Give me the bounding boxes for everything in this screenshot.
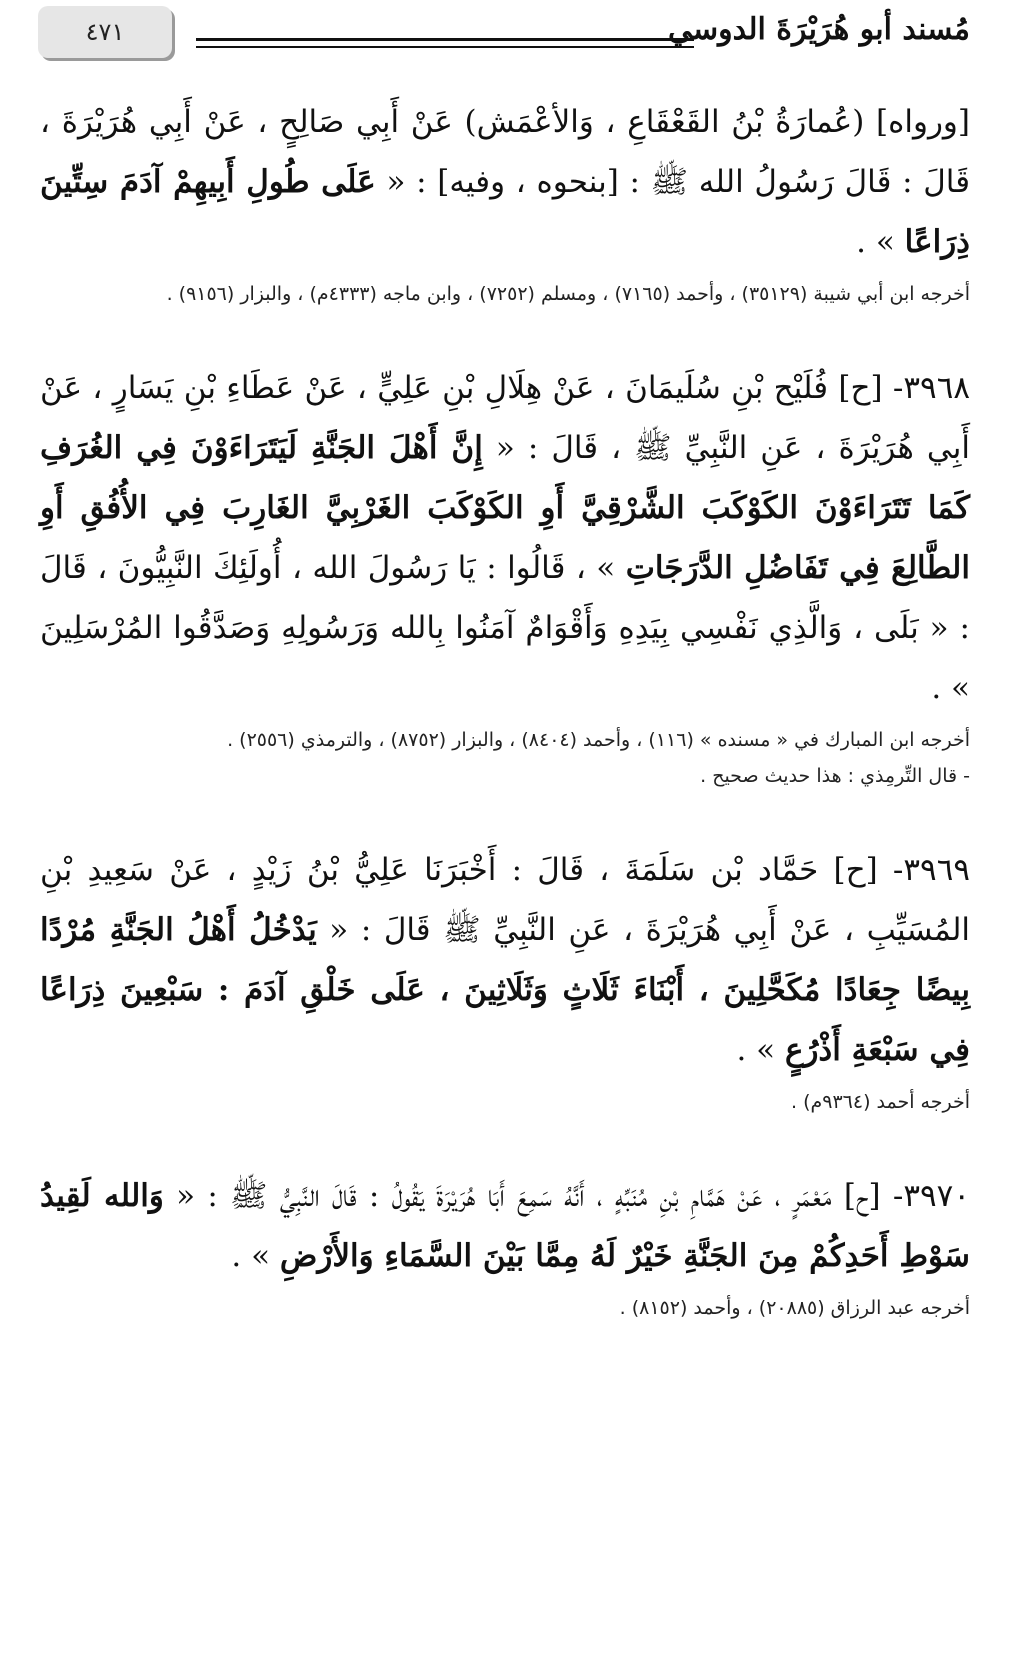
- page-number-badge: [38, 6, 172, 58]
- hadith-paragraph: [40, 92, 970, 272]
- hadith-isnad: ٣٩٧٠- [ح] مَعْمَرٍ ، عَنْ هَمَّامِ بْنِ مُنَبِّهٍ ، أَنَّهُ سَمِعَ أَبَا هُرَيْرَةَ يَقُولُ : قَالَ النَّبِيُّ ﷺ : «: [163, 1178, 970, 1214]
- hadith-tail: » .: [736, 1032, 785, 1068]
- page-content: [40, 92, 970, 1326]
- hadith-matn: يَدْخُلُ أَهْلُ الجَنَّةِ مُرْدًا بِيضًا جِعَادًا مُكَحَّلِينَ ، أَبْنَاءَ ثَلَاثٍ وَثَلَاثِينَ ، عَلَى خَلْقِ آدَمَ : سَبْعِينَ ذِرَاعًا فِي سَبْعَةِ أَذْرُعٍ: [40, 912, 970, 1068]
- hadith-tail: » .: [856, 224, 905, 260]
- hadith-paragraph: [40, 358, 970, 718]
- hadith-isnad: ٣٩٦٩- [ح] حَمَّاد بْن سَلَمَةَ ، قَالَ : أَخْبَرَنَا عَلِيُّ بْنُ زَيْدٍ ، عَنْ سَعِيدِ بْنِ المُسَيِّبِ ، عَنْ أَبِي هُرَيْرَةَ ، عَنِ النَّبِيِّ ﷺ قَالَ : «: [40, 852, 971, 948]
- grading-note: - قال التِّرمِذي : هذا حديث صحيح .: [700, 765, 970, 787]
- hadith-paragraph: [40, 1166, 970, 1286]
- hadith-matn: إِنَّ أَهْلَ الجَنَّةِ لَيَتَرَاءَوْنَ فِي الغُرَفِ كَمَا تَتَرَاءَوْنَ الكَوْكَبَ الشَّرْقِيَّ أَوِ الكَوْكَبَ الغَرْبِيَّ الغَارِبَ فِي الأُفُقِ أَوِ الطَّالِعَ فِي تَفَاضُلِ الدَّرَجَاتِ: [40, 430, 970, 586]
- takhrij-note: أخرجه أحمد (٩٣٦٤م) .: [790, 1091, 970, 1113]
- header-rule-thick: [196, 38, 694, 41]
- takhrij-note: أخرجه ابن المبارك في « مسنده » (١١٦) ، وأحمد (٨٤٠٤) ، والبزار (٨٧٥٢) ، والترمذي (٢٥٥٦) .: [227, 729, 970, 751]
- hadith-paragraph: [40, 840, 970, 1080]
- takhrij-note: أخرجه ابن أبي شيبة (٣٥١٢٩) ، وأحمد (٧١٦٥) ، ومسلم (٧٢٥٢) ، وابن ماجه (٤٣٣٣م) ، والبزار (٩١٥٦) .: [166, 283, 970, 305]
- header-rule-thin: [196, 46, 694, 48]
- hadith-matn: عَلَى طُولِ أَبِيهِمْ آدَمَ سِتِّينَ ذِرَاعًا: [40, 164, 970, 260]
- hadith-isnad: [ورواه] (عُمارَةُ بْنُ القَعْقَاعِ ، وَالأعْمَش) عَنْ أَبِي صَالِحٍ ، عَنْ أَبِي هُرَيْرَةَ ، قَالَ : قَالَ رَسُولُ الله ﷺ : [بنحوه ، وفيه] : «: [40, 104, 971, 200]
- running-title: مُسند أبو هُرَيْرَةَ الدوسي: [668, 12, 970, 47]
- hadith-tail: » ، قَالُوا : يَا رَسُولَ الله ، أُولَئِكَ النَّبِيُّونَ ، قَالَ : « بَلَى ، وَالَّذِي نَفْسِي بِيَدِهِ وَأَقْوَامٌ آمَنُوا بِالله وَرَسُولِهِ وَصَدَّقُوا المُرْسَلِينَ » .: [40, 550, 970, 706]
- hadith-isnad: ٣٩٦٨- [ح] فُلَيْح بْنِ سُلَيمَانَ ، عَنْ هِلَالِ بْنِ عَلِيٍّ ، عَنْ عَطَاءِ بْنِ يَسَارٍ ، عَنْ أَبِي هُرَيْرَةَ ، عَنِ النَّبِيِّ ﷺ ، قَالَ : «: [40, 370, 970, 466]
- page-number: ٤٧١: [85, 18, 125, 46]
- takhrij-note: أخرجه عبد الرزاق (٢٠٨٨٥) ، وأحمد (٨١٥٢) .: [619, 1297, 970, 1319]
- hadith-tail: » .: [231, 1238, 280, 1274]
- hadith-matn: وَالله لَقِيدُ سَوْطِ أَحَدِكُمْ مِنَ الجَنَّةِ خَيْرٌ لَهُ مِمَّا بَيْنَ السَّمَاءِ وَالأَرْضِ: [40, 1178, 970, 1274]
